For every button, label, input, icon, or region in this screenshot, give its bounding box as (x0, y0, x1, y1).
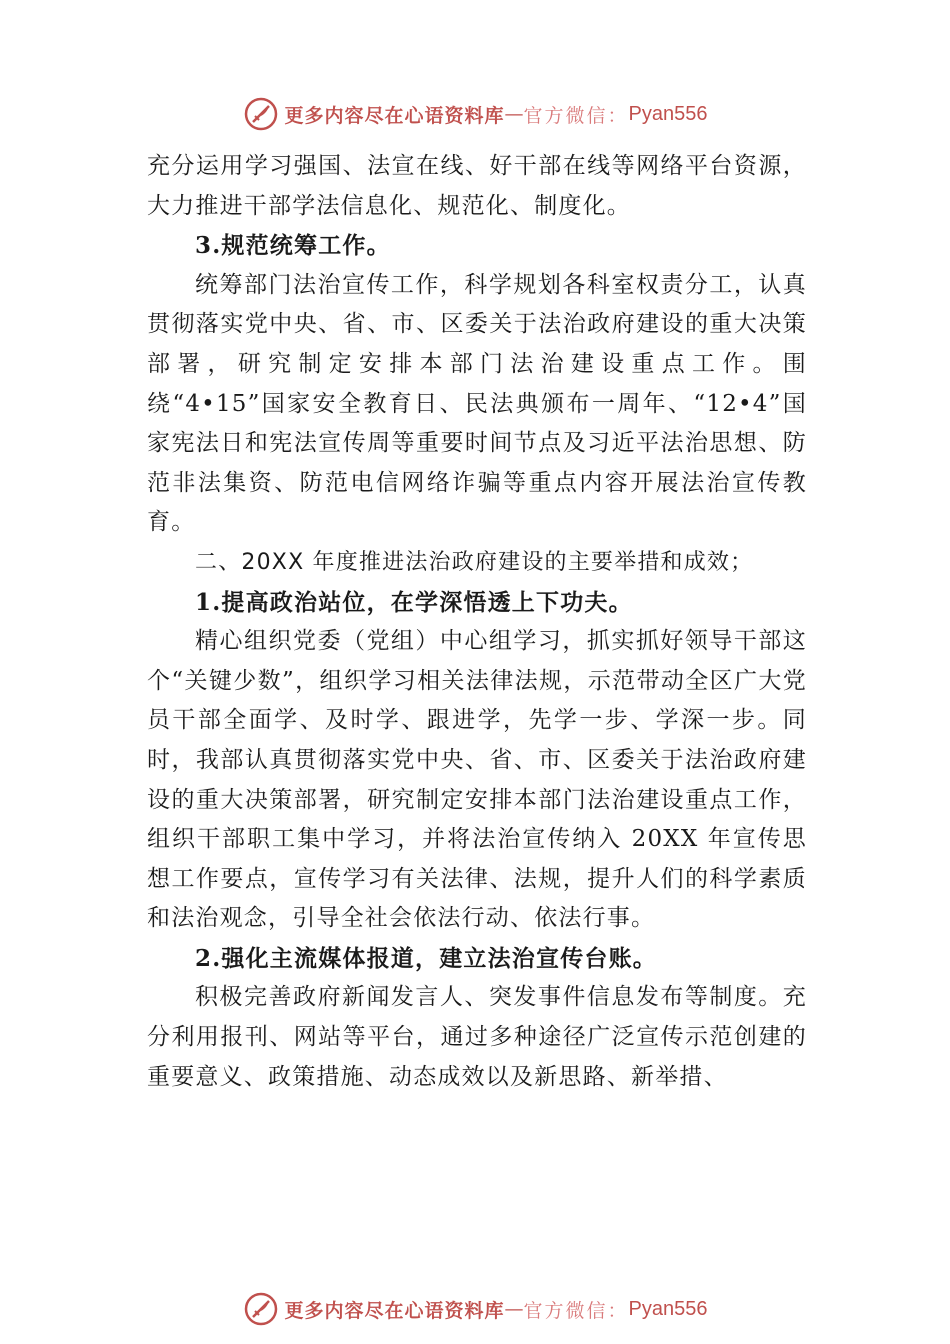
watermark-wechat-label: 官方微信： (523, 1299, 629, 1322)
paragraph-continuation: 充分运用学习强国、法宣在线、好干部在线等网络平台资源，大力推进干部学法信息化、规范化、制度化。 (147, 153, 807, 219)
document-body (147, 147, 807, 1097)
section-heading-2: 二、20XX 年度推进法治政府建设的主要举措和成效； (195, 549, 754, 575)
paragraph-media-reporting: 积极完善政府新闻发言人、突发事件信息发布等制度。充分利用报刊、网站等平台，通过多种途径广泛宣传示范创建的重要意义、政策措施、动态成效以及新思路、新举措、 (147, 984, 807, 1090)
quill-logo-icon (243, 1291, 279, 1327)
subheading-2: 2.强化主流媒体报道，建立法治宣传台账。 (195, 944, 658, 972)
watermark-wechat-id: Pyan556 (628, 1297, 708, 1320)
watermark-separator: — (504, 1298, 524, 1320)
watermark-wechat-label: 官方微信： (523, 104, 629, 127)
header-watermark (0, 94, 950, 134)
paragraph-political-study: 精心组织党委（党组）中心组学习，抓实抓好领导干部这个“关键少数”，组织学习相关法律法规，示范带动全区广大党员干部全面学、及时学、跟进学，先学一步、学深一步。同时，我部认真贯彻落实党中央、省、市、区委关于法治政府建设的重大决策部署，研究制定安排本部门法治建设重点工作，组织干部职工集中学习，并将法治宣传纳入 20XX 年宣传思想工作要点，宣传学习有关法律、法规，提升人们的科学素质和法治观念，引导全社会依法行动、依法行事。 (147, 628, 807, 932)
watermark-brand: 更多内容尽在心语资料库 (284, 104, 505, 127)
subheading-3: 3.规范统筹工作。 (195, 232, 391, 260)
watermark-wechat-id: Pyan556 (628, 102, 708, 125)
watermark-brand: 更多内容尽在心语资料库 (284, 1299, 505, 1322)
paragraph-coordination: 统筹部门法治宣传工作，科学规划各科室权责分工，认真贯彻落实党中央、省、市、区委关于法治政府建设的重大决策部署，研究制定安排本部门法治建设重点工作。围绕“4•15”国家安全教育日、民法典颁布一周年、“12•4”国家宪法日和宪法宣传周等重要时间节点及习近平法治思想、防范非法集资、防范电信网络诈骗等重点内容开展法治宣传教育。 (147, 271, 807, 536)
footer-watermark (0, 1289, 950, 1329)
watermark-separator: — (504, 103, 524, 125)
subheading-1: 1.提高政治站位，在学深悟透上下功夫。 (195, 588, 633, 616)
quill-logo-icon (243, 96, 279, 132)
